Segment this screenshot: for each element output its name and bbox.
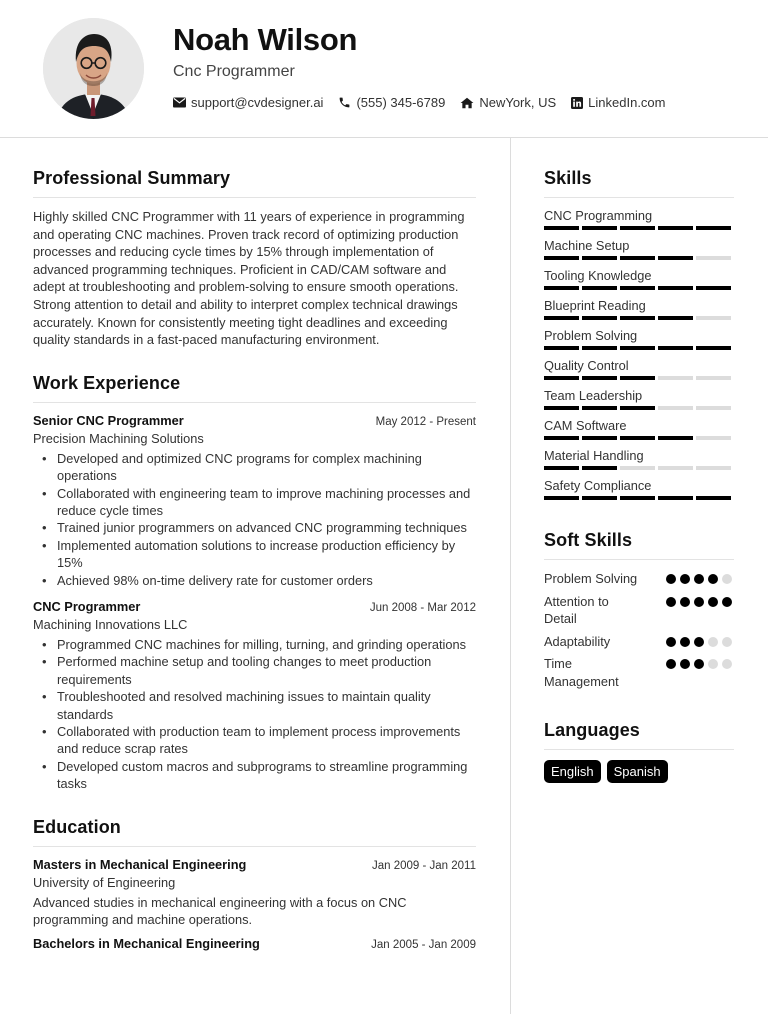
- skill-level-segment: [658, 346, 693, 350]
- rating-dot: [708, 597, 718, 607]
- skill-item: [544, 238, 734, 260]
- skill-name: CAM Software: [544, 418, 627, 433]
- job-bullets: [33, 636, 476, 793]
- contact-location-text: NewYork, US: [479, 95, 557, 110]
- job-bullet: • Collaborated with engineering team to improve machining processes and reduce cycle times: [33, 485, 476, 520]
- skill-level-segment: [582, 256, 617, 260]
- skill-name: Quality Control: [544, 358, 629, 373]
- rating-dot: [666, 597, 676, 607]
- contact-phone-text: (555) 345-6789: [356, 95, 446, 110]
- skill-level-bar: [544, 406, 734, 410]
- rating-dot: [680, 659, 690, 669]
- skill-level-segment: [544, 376, 579, 380]
- education-degree: Bachelors in Mechanical Engineering: [33, 936, 260, 952]
- contact-location: [460, 95, 556, 110]
- skill-level-segment: [620, 496, 655, 500]
- skill-level-segment: [696, 286, 731, 290]
- rating-dot: [722, 574, 732, 584]
- skill-level-segment: [620, 256, 655, 260]
- skill-level-segment: [620, 286, 655, 290]
- job-bullet: • Implemented automation solutions to increase production efficiency by 15%: [33, 537, 476, 572]
- job-bullet: • Troubleshooted and resolved machining issues to maintain quality standards: [33, 688, 476, 723]
- languages-list: [544, 760, 734, 783]
- skill-level-segment: [582, 316, 617, 320]
- skill-item: [544, 388, 734, 410]
- profile-photo: [43, 18, 144, 119]
- soft-skill-name: Time Management: [544, 656, 619, 689]
- job-bullet: • Programmed CNC machines for milling, turning, and grinding operations: [33, 636, 476, 653]
- job-bullet: • Performed machine setup and tooling changes to meet production requirements: [33, 653, 476, 688]
- skill-level-segment: [582, 376, 617, 380]
- skill-level-segment: [544, 436, 579, 440]
- skill-level-segment: [544, 226, 579, 230]
- soft-skill-item: [544, 655, 734, 690]
- skill-item: [544, 328, 734, 350]
- skill-level-segment: [582, 436, 617, 440]
- contact-linkedin[interactable]: [571, 95, 665, 110]
- rating-dot: [666, 637, 676, 647]
- rating-dot: [694, 597, 704, 607]
- contact-phone[interactable]: [338, 95, 445, 110]
- skill-name: Tooling Knowledge: [544, 268, 652, 283]
- rating-dot: [694, 574, 704, 584]
- job-company: Precision Machining Solutions: [33, 430, 204, 446]
- soft-skills-list: [544, 570, 734, 690]
- column-divider: [510, 138, 511, 1014]
- skill-level-segment: [582, 496, 617, 500]
- skill-level-segment: [658, 406, 693, 410]
- skill-level-segment: [544, 256, 579, 260]
- job-entry: [33, 413, 476, 589]
- skill-level-segment: [620, 406, 655, 410]
- job-bullets: [33, 450, 476, 589]
- skill-level-segment: [696, 466, 731, 470]
- skill-level-segment: [620, 376, 655, 380]
- rating-dot: [722, 637, 732, 647]
- skill-level-segment: [696, 376, 731, 380]
- skill-item: [544, 358, 734, 380]
- job-role: Senior CNC Programmer: [33, 412, 184, 428]
- skill-level-segment: [696, 496, 731, 500]
- soft-skill-rating: [666, 597, 732, 607]
- contact-bar: [173, 95, 681, 110]
- skill-level-segment: [696, 316, 731, 320]
- skill-level-segment: [544, 316, 579, 320]
- soft-skills-heading: Soft Skills: [544, 530, 734, 560]
- language-tag: English: [544, 760, 601, 783]
- rating-dot: [708, 659, 718, 669]
- skill-level-segment: [658, 436, 693, 440]
- skill-level-segment: [658, 316, 693, 320]
- job-bullet: • Developed and optimized CNC programs for complex machining operations: [33, 450, 476, 485]
- skill-level-bar: [544, 436, 734, 440]
- skills-list: [544, 208, 734, 500]
- main-column: [33, 168, 476, 959]
- job-role: CNC Programmer: [33, 599, 141, 614]
- language-tag: Spanish: [607, 760, 668, 783]
- job-dates: May 2012 - Present: [375, 415, 476, 428]
- skill-level-bar: [544, 316, 734, 320]
- contact-email-text: support@cvdesigner.ai: [191, 95, 324, 110]
- profile-photo-graphic: [43, 18, 144, 119]
- resume-header: [0, 0, 768, 138]
- soft-skill-name: Problem Solving: [544, 571, 638, 586]
- soft-skill-rating: [666, 574, 732, 584]
- skill-level-bar: [544, 256, 734, 260]
- education-entry: [33, 936, 476, 951]
- skill-level-bar: [544, 346, 734, 350]
- education-school: University of Engineering: [33, 874, 176, 890]
- rating-dot: [666, 659, 676, 669]
- rating-dot: [694, 659, 704, 669]
- skill-level-bar: [544, 466, 734, 470]
- rating-dot: [680, 597, 690, 607]
- skill-level-segment: [620, 466, 655, 470]
- rating-dot: [680, 574, 690, 584]
- skill-level-segment: [658, 226, 693, 230]
- skill-level-bar: [544, 226, 734, 230]
- rating-dot: [722, 597, 732, 607]
- education-degree: Masters in Mechanical Engineering: [33, 856, 247, 872]
- skill-item: [544, 208, 734, 230]
- skill-level-segment: [582, 466, 617, 470]
- job-bullet: • Achieved 98% on-time delivery rate for customer orders: [33, 572, 476, 589]
- soft-skill-item: [544, 570, 734, 588]
- skill-level-segment: [620, 316, 655, 320]
- summary-heading: Professional Summary: [33, 168, 476, 198]
- skill-name: Material Handling: [544, 448, 644, 463]
- skill-level-segment: [582, 346, 617, 350]
- experience-heading: Work Experience: [33, 373, 476, 403]
- skill-level-segment: [658, 466, 693, 470]
- skill-level-bar: [544, 496, 734, 500]
- candidate-title: Cnc Programmer: [173, 63, 295, 80]
- skills-heading: Skills: [544, 168, 734, 198]
- skill-level-segment: [620, 226, 655, 230]
- skill-level-segment: [696, 406, 731, 410]
- skill-name: Blueprint Reading: [544, 298, 646, 313]
- job-entry: [33, 599, 476, 793]
- skill-name: Problem Solving: [544, 328, 638, 343]
- skill-level-segment: [658, 286, 693, 290]
- skill-level-segment: [696, 436, 731, 440]
- skill-level-segment: [696, 256, 731, 260]
- education-description: Advanced studies in mechanical engineering with a focus on CNC programming and machine operations.: [33, 894, 407, 928]
- skill-level-bar: [544, 286, 734, 290]
- skill-level-segment: [544, 286, 579, 290]
- soft-skill-name: Attention to Detail: [544, 593, 609, 626]
- skill-level-segment: [620, 346, 655, 350]
- skill-level-segment: [658, 256, 693, 260]
- phone-icon: [338, 96, 351, 109]
- candidate-name: Noah Wilson: [173, 22, 358, 57]
- soft-skill-item: [544, 593, 734, 628]
- skill-level-segment: [544, 466, 579, 470]
- soft-skill-rating: [666, 637, 732, 647]
- skill-level-segment: [696, 226, 731, 230]
- soft-skill-name: Adaptability: [544, 633, 611, 649]
- languages-heading: Languages: [544, 720, 734, 750]
- skill-item: [544, 418, 734, 440]
- skill-name: Safety Compliance: [544, 478, 652, 493]
- linkedin-icon: [571, 97, 583, 109]
- skill-level-segment: [658, 496, 693, 500]
- job-bullet: • Collaborated with production team to implement process improvements and reduce scrap rates: [33, 723, 476, 758]
- skill-level-segment: [620, 436, 655, 440]
- contact-linkedin-text: LinkedIn.com: [588, 95, 666, 110]
- rating-dot: [666, 574, 676, 584]
- education-dates: Jan 2005 - Jan 2009: [371, 939, 476, 952]
- summary-text: Highly skilled CNC Programmer with 11 years of experience in programming and operating CNC machines. Proven track record of optimizing production processes and reducing cycle times by 15% through implementation of advanced programming techniques. Proficient in CAD/CAM software and adept at troubleshooting and problem-solving to ensure smooth operations. Strong attention to detail and ability to interpret complex technical drawings accurately. Known for consistently meeting tight deadlines and exceeding quality standards in a fast-paced manufacturing environment.: [33, 209, 465, 348]
- skill-item: [544, 298, 734, 320]
- skill-item: [544, 478, 734, 500]
- contact-email[interactable]: [173, 95, 323, 110]
- skill-level-segment: [582, 406, 617, 410]
- skill-level-segment: [544, 406, 579, 410]
- rating-dot: [680, 637, 690, 647]
- envelope-icon: [173, 97, 186, 108]
- skill-level-segment: [696, 346, 731, 350]
- job-bullet: • Developed custom macros and subprograms to streamline programming tasks: [33, 758, 476, 793]
- soft-skill-item: [544, 633, 734, 651]
- skill-name: Team Leadership: [544, 388, 643, 403]
- skill-name: CNC Programming: [544, 208, 653, 223]
- job-dates: Jun 2008 - Mar 2012: [369, 602, 476, 614]
- rating-dot: [708, 574, 718, 584]
- education-entry: [33, 857, 476, 929]
- skill-level-segment: [582, 226, 617, 230]
- rating-dot: [694, 637, 704, 647]
- skill-level-segment: [658, 376, 693, 380]
- rating-dot: [722, 659, 732, 669]
- skill-level-segment: [544, 346, 579, 350]
- job-bullet: • Trained junior programmers on advanced CNC programming techniques: [33, 519, 476, 536]
- soft-skill-rating: [666, 659, 732, 669]
- skill-name: Machine Setup: [544, 238, 630, 253]
- skill-item: [544, 268, 734, 290]
- home-icon: [460, 97, 474, 109]
- skill-level-segment: [582, 286, 617, 290]
- sidebar-column: [544, 168, 734, 783]
- education-dates: Jan 2009 - Jan 2011: [371, 859, 476, 872]
- rating-dot: [708, 637, 718, 647]
- education-heading: Education: [33, 817, 476, 847]
- skill-level-bar: [544, 376, 734, 380]
- job-company: Machining Innovations LLC: [33, 617, 188, 632]
- skill-item: [544, 448, 734, 470]
- skill-level-segment: [544, 496, 579, 500]
